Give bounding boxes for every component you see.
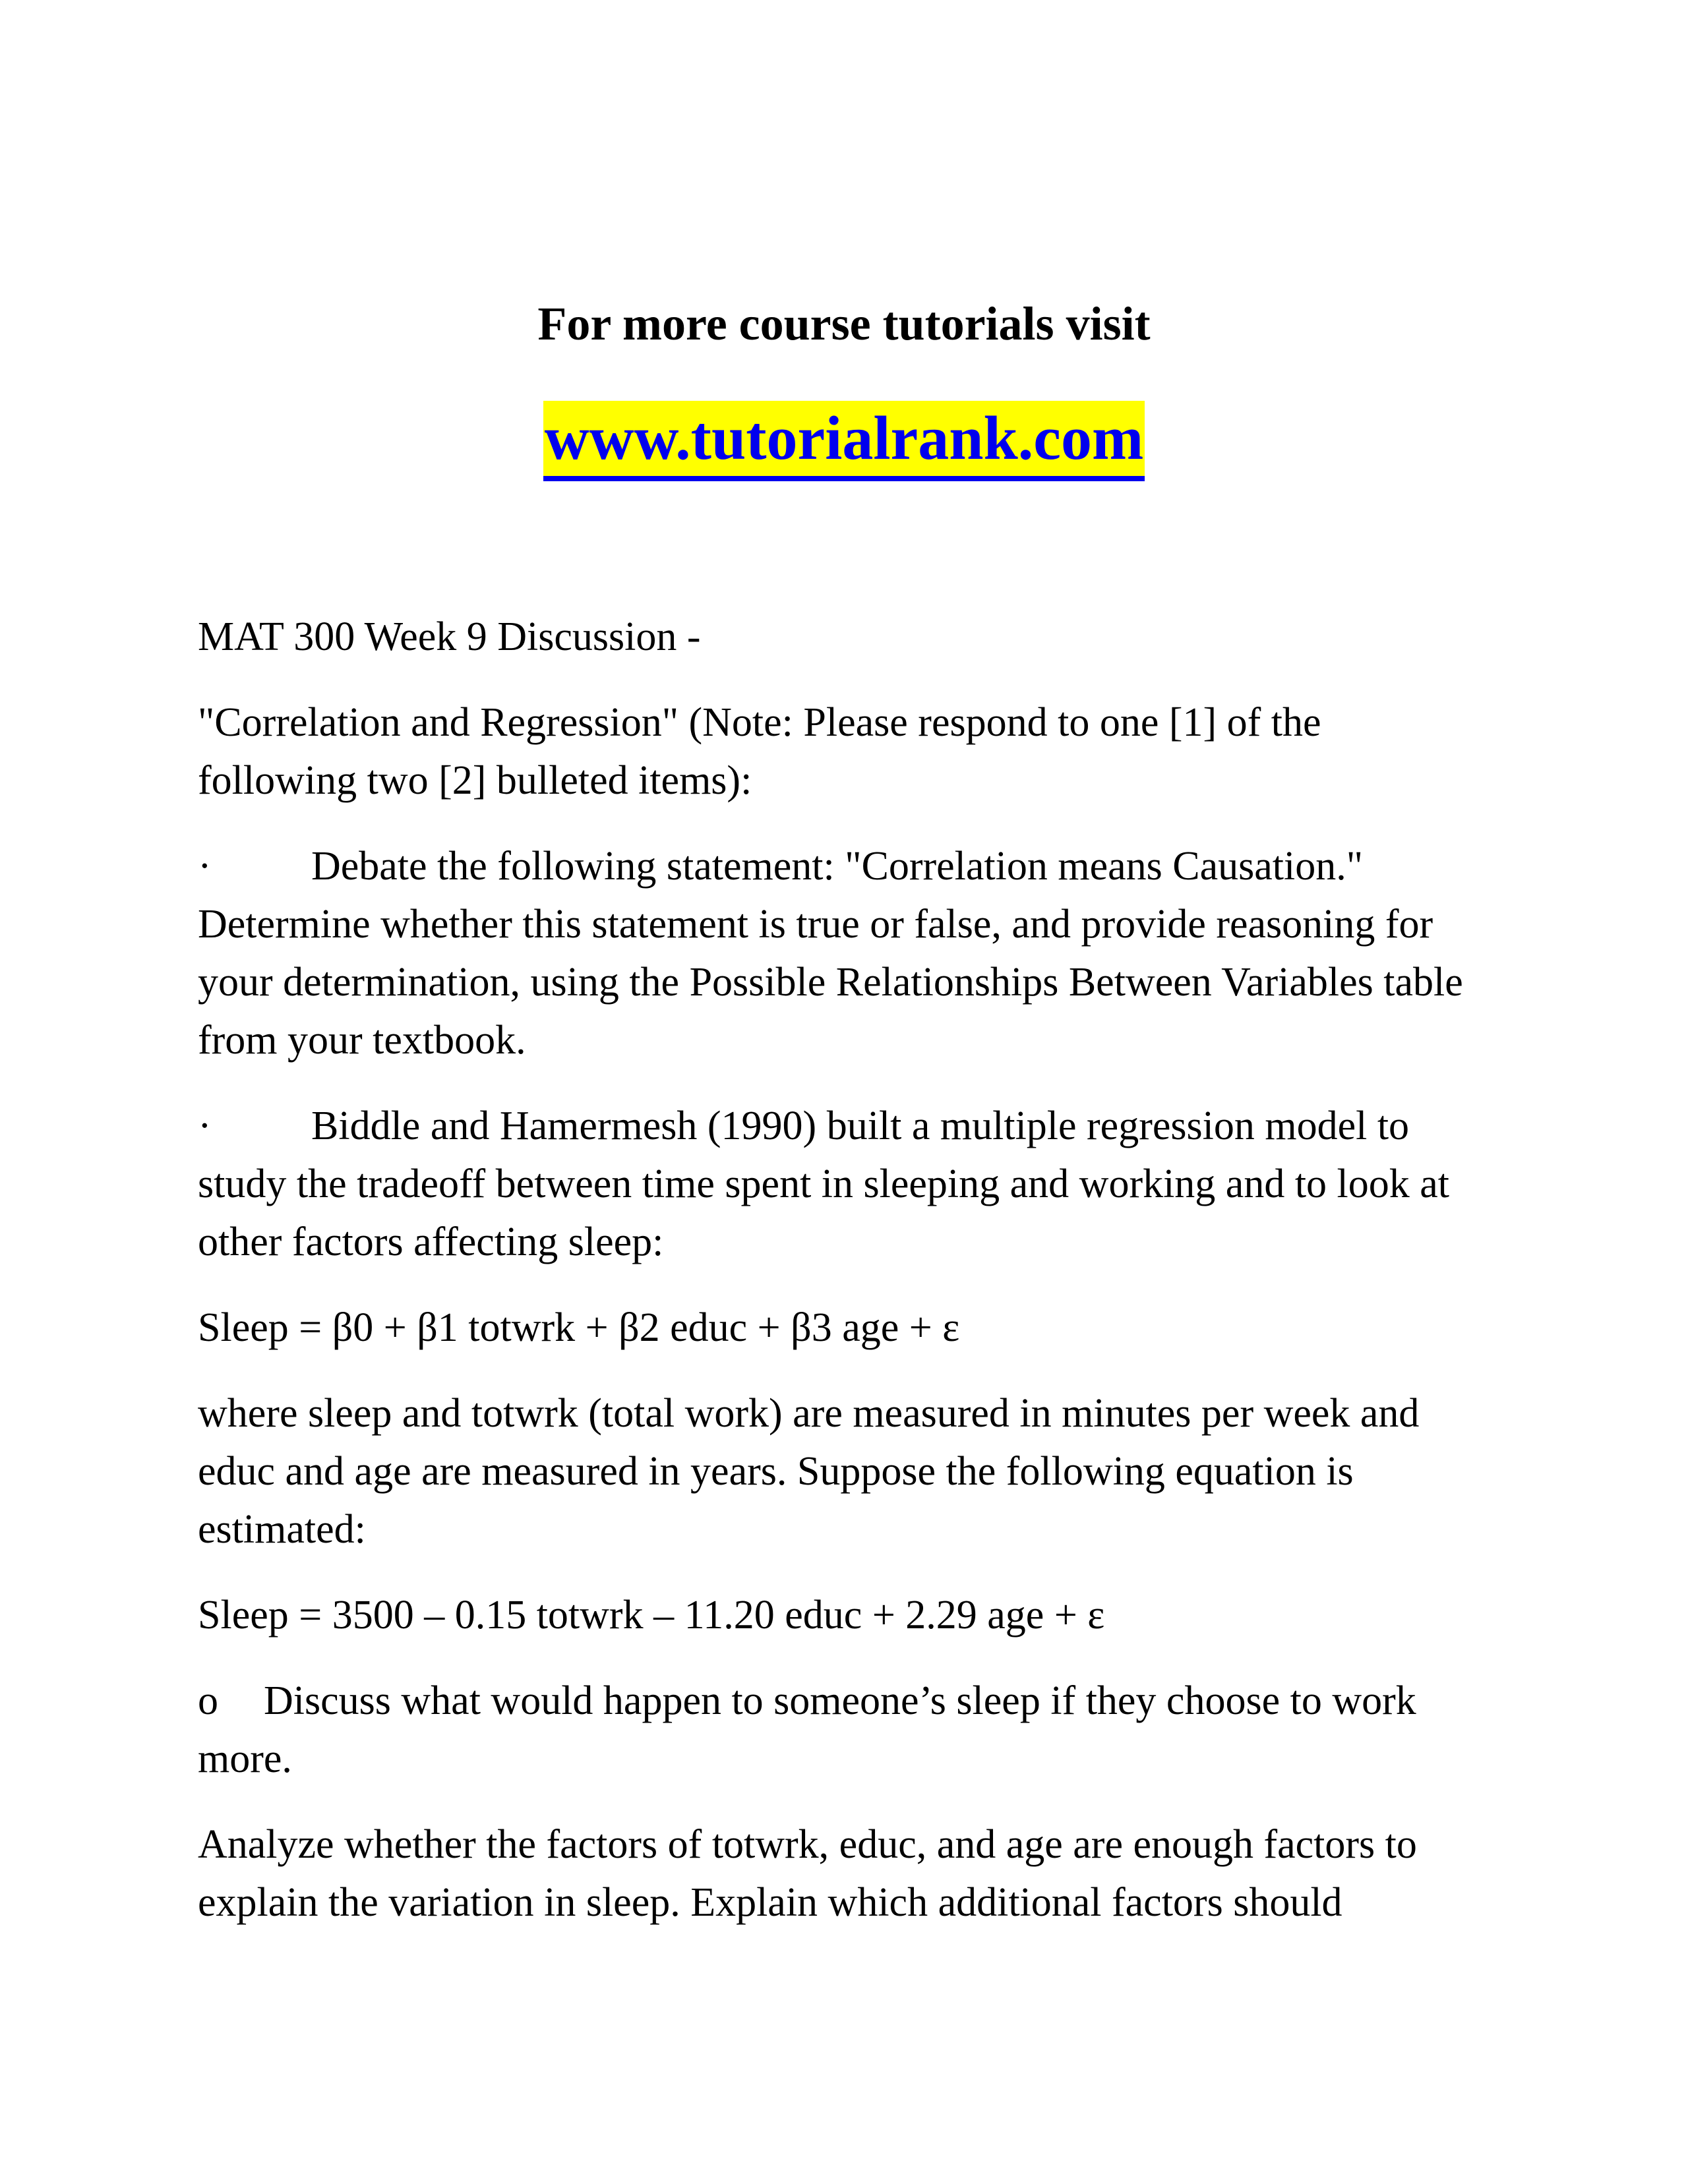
bullet-marker: · [198, 1104, 212, 1148]
course-line: MAT 300 Week 9 Discussion - [198, 614, 701, 659]
description-paragraph: where sleep and totwrk (total work) are measured in minutes per week and educ and age are measured in years. Suppose the following equation is estimated: [198, 1391, 1420, 1552]
tutorial-website-link[interactable]: www.tutorialrank.com [543, 401, 1145, 481]
bullet-text-2: Biddle and Hamermesh (1990) built a multiple regression model to study the tradeoff between time spent in sleeping and working and to look at other factors affecting sleep: [198, 1104, 1450, 1264]
header-link-container [0, 401, 1688, 481]
bullet-item-1 [198, 837, 1490, 1069]
sub-bullet-marker: o [198, 1678, 218, 1723]
bullet-item-2 [198, 1097, 1490, 1271]
intro-paragraph: "Correlation and Regression" (Note: Please respond to one [1] of the following two [2] bulleted items): [198, 700, 1321, 803]
bullet-marker: · [198, 844, 212, 889]
equation-estimated: Sleep = 3500 – 0.15 totwrk – 11.20 educ + 2.29 age + ε [198, 1593, 1105, 1638]
analysis-paragraph: Analyze whether the factors of totwrk, educ, and age are enough factors to explain the variation in sleep. Explain which additional factors should [198, 1822, 1417, 1925]
sub-bullet-text: Discuss what would happen to someone’s sleep if they choose to work more. [198, 1678, 1416, 1781]
bullet-text-1: Debate the following statement: "Correlation means Causation." Determine whether this statement is true or false, and provide reasoning for your determination, using the Possible Relationships Between Variables table from your textbook. [198, 844, 1463, 1063]
equation-model: Sleep = β0 + β1 totwrk + β2 educ + β3 age + ε [198, 1305, 960, 1350]
header-title: For more course tutorials visit [537, 297, 1151, 350]
sub-bullet-item [198, 1672, 1490, 1788]
